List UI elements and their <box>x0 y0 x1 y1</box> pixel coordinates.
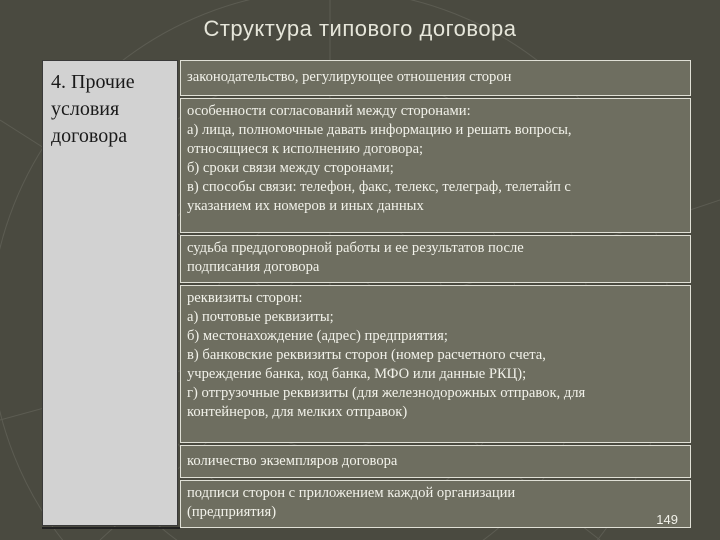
row-text: б) сроки связи между сторонами; <box>187 160 394 176</box>
section-label-line: 4. Прочие <box>51 71 135 93</box>
condition-row-coordination <box>180 98 691 233</box>
row-text: в) способы связи: телефон, факс, телекс, телеграф, телетайп с <box>187 179 571 195</box>
condition-row-signatures <box>180 480 691 528</box>
row-text: в) банковские реквизиты сторон (номер расчетного счета, <box>187 347 546 363</box>
row-text: а) почтовые реквизиты; <box>187 309 334 325</box>
row-text: указанием их номеров и иных данных <box>187 198 424 214</box>
row-text: подписи сторон с приложением каждой организации <box>187 485 516 501</box>
row-text: б) местонахождение (адрес) предприятия; <box>187 328 448 344</box>
condition-row-precontract <box>180 235 691 283</box>
section-label-cell <box>42 60 178 526</box>
condition-row-legislation <box>180 60 691 96</box>
row-text: количество экземпляров договора <box>187 453 398 469</box>
row-text: (предприятия) <box>187 504 277 520</box>
section-label-line: условия <box>51 98 120 120</box>
section-label-line: договора <box>51 125 128 147</box>
left-cell-underline <box>42 527 180 529</box>
row-text: относящиеся к исполнению договора; <box>187 141 424 157</box>
row-text: особенности согласований между сторонами: <box>187 103 471 119</box>
row-text: учреждение банка, код банка, МФО или данные РКЦ); <box>187 366 527 382</box>
page-number: 149 <box>656 512 678 527</box>
row-text: контейнеров, для мелких отправок) <box>187 404 408 420</box>
condition-row-requisites <box>180 285 691 443</box>
row-text: а) лица, полномочные давать информацию и решать вопросы, <box>187 122 572 138</box>
row-text: реквизиты сторон: <box>187 290 303 306</box>
row-text: подписания договора <box>187 259 320 275</box>
row-text: законодательство, регулирующее отношения сторон <box>187 69 512 85</box>
row-text: судьба преддоговорной работы и ее результатов после <box>187 240 524 256</box>
row-text: г) отгрузочные реквизиты (для железнодорожных отправок, для <box>187 385 586 401</box>
condition-row-copies <box>180 445 691 478</box>
slide-title: Структура типового договора <box>203 16 517 41</box>
